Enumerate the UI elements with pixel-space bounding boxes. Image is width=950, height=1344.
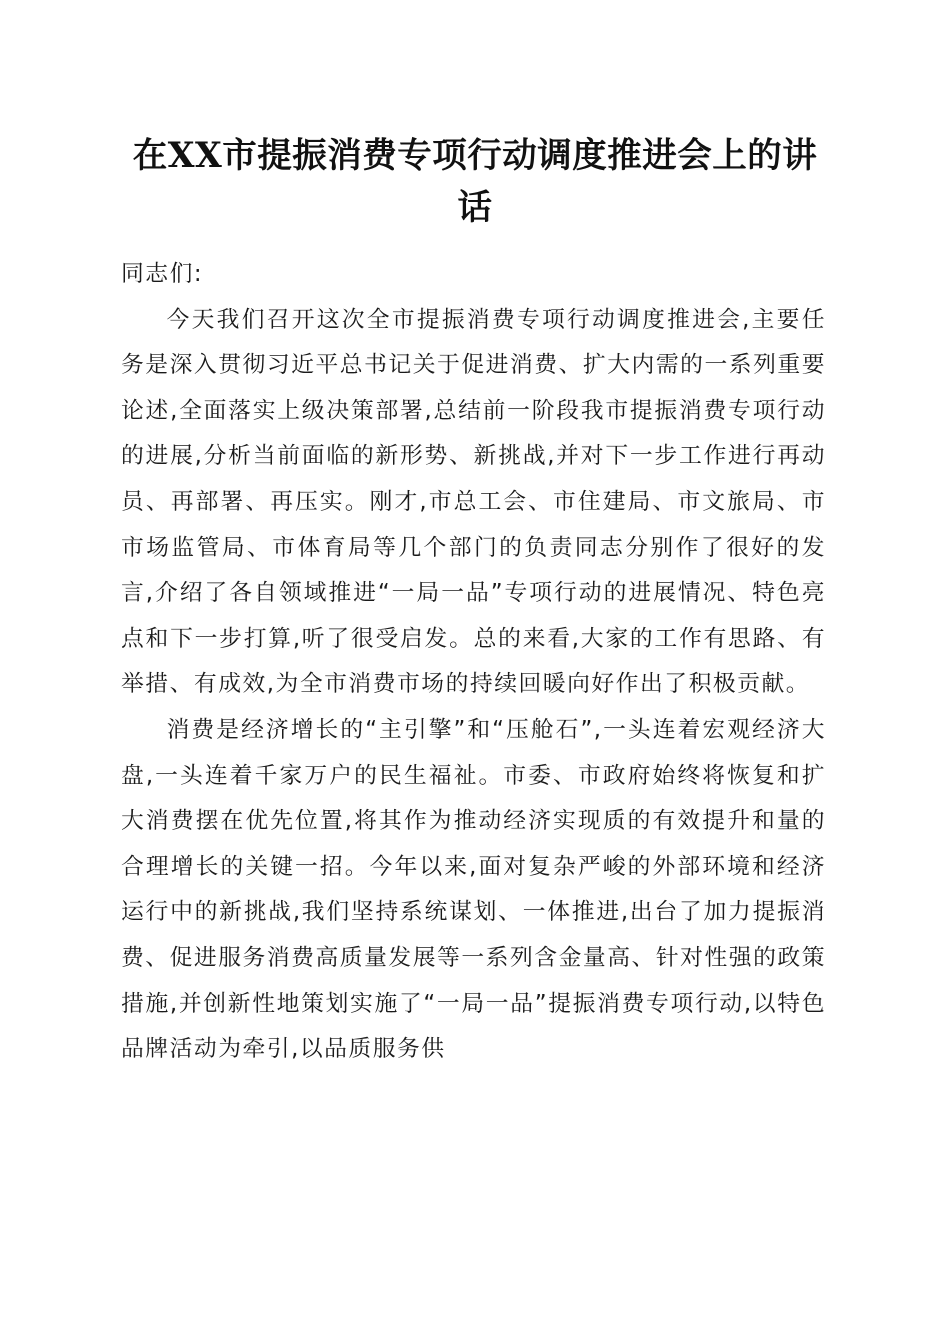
paragraph-1: 今天我们召开这次全市提振消费专项行动调度推进会,主要任务是深入贯彻习近平总书记关于促进消费、扩大内需的一系列重要论述,全面落实上级决策部署,总结前一阶段我市提振消费专项行动的进展,分析当前面临的新形势、新挑战,并对下一步工作进行再动员、再部署、再压实。刚才,市总工会、市住建局、市文旅局、市市场监管局、市体育局等几个部门的负责同志分别作了很好的发言,介绍了各自领域推进“一局一品”专项行动的进展情况、特色亮点和下一步打算,听了很受启发。总的来看,大家的工作有思路、有举措、有成效,为全市消费市场的持续回暖向好作出了积极贡献。 bbox=[121, 306, 826, 698]
salutation: 同志们: bbox=[121, 261, 204, 287]
paragraph-2: 消费是经济增长的“主引擎”和“压舱石”,一头连着宏观经济大盘,一头连着千家万户的民生福祉。市委、市政府始终将恢复和扩大消费摆在优先位置,将其作为推动经济实现质的有效提升和量的合理增长的关键一招。今年以来,面对复杂严峻的外部环境和经济运行中的新挑战,我们坚持系统谋划、一体推进,出台了加力提振消费、促进服务消费高质量发展等一系列含金量高、针对性强的政策措施,并创新性地策划实施了“一局一品”提振消费专项行动,以特色品牌活动为牵引,以品质服务供 bbox=[121, 716, 826, 1063]
document-title: 在XX市提振消费专项行动调度推进会上的讲话 bbox=[132, 136, 818, 228]
document-body bbox=[121, 252, 826, 1073]
